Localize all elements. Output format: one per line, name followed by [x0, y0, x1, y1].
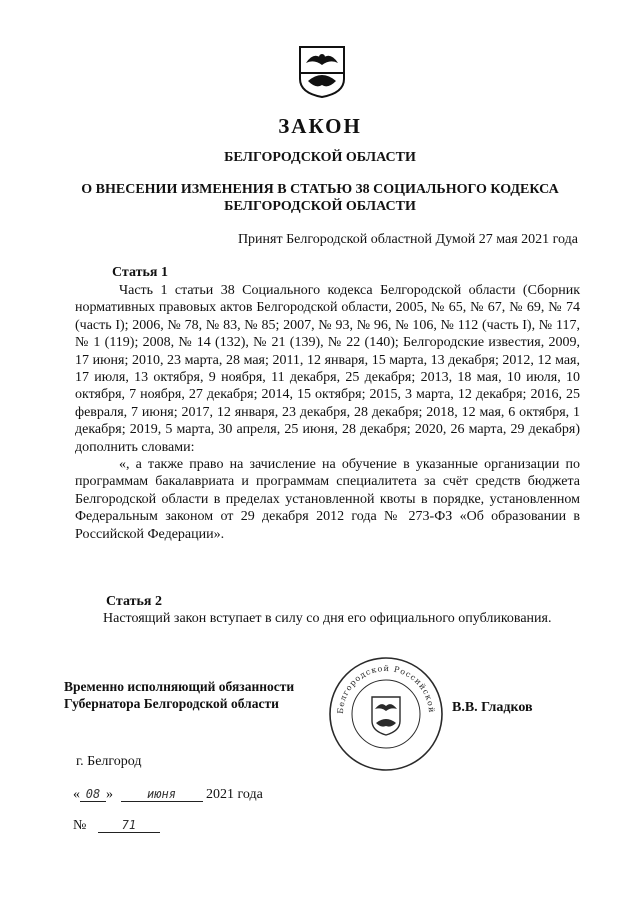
signatory-title: [64, 678, 294, 712]
signing-date: [73, 787, 263, 803]
signatory-title-line2: Губернатора Белгородской области: [64, 696, 279, 711]
date-close-quote: »: [106, 787, 113, 802]
number-label: №: [73, 818, 87, 833]
coat-of-arms-icon: [298, 45, 346, 99]
law-region: БЕЛГОРОДСКОЙ ОБЛАСТИ: [224, 150, 416, 165]
law-subject-line2: БЕЛГОРОДСКОЙ ОБЛАСТИ: [224, 199, 416, 214]
signatory-title-line1: Временно исполняющий обязанности: [64, 679, 295, 694]
seal-text-top: Белгородской Российской: [335, 663, 437, 715]
signatory-name: В.В. Гладков: [452, 700, 533, 715]
article1-body: [75, 282, 580, 543]
article2-text: Настоящий закон вступает в силу со дня его официального опубликования.: [103, 611, 552, 626]
law-number: [73, 818, 160, 834]
official-seal-icon: [327, 655, 445, 773]
adoption-date: Принят Белгородской областной Думой 27 мая 2021 года: [237, 232, 578, 247]
law-subject-line1: О ВНЕСЕНИИ ИЗМЕНЕНИЯ В СТАТЬЮ 38 СОЦИАЛЬНОГО КОДЕКСА: [81, 182, 559, 197]
number-value: 71: [98, 818, 160, 833]
date-month: июня: [121, 787, 203, 802]
date-year: 2021 года: [206, 787, 263, 802]
date-open-quote: «: [73, 787, 80, 802]
article1-quote: «, а также право на зачисление на обучение в указанные организации по программам бакалавриата и программам специалитета за счёт средств бюджета Белгородской области в пределах установленной квоты в порядке, установленном Федеральным законом от 29 декабря 2012 года № 273-ФЗ «Об образовании в Российской Федерации».: [75, 457, 580, 542]
article2-heading: Статья 2: [106, 594, 162, 609]
article1-text: Часть 1 статьи 38 Социального кодекса Белгородской области (Сборник нормативных правовых актов Белгородской области, 2005, № 65, № 67, № 69, № 74 (часть I); 2006, № 78, № 83, № 85; 2007, № 93, № 96, № 106, № 112 (часть I), № 117, № 1 (119); 2008, № 14 (132), № 21 (139), № 22 (140); Белгородские известия, 2009, 17 июня; 2010, 23 марта, 28 мая; 2011, 12 января, 15 марта, 13 декабря; 2012, 12 мая, 17 июля, 13 октября, 9 ноября, 11 декабря, 25 декабря; 2013, 18 мая, 10 июля, 10 октября, 7 ноября, 27 декабря; 2014, 15 октября; 2015, 3 марта, 12 декабря; 2016, 25 февраля, 7 июня; 2017, 12 января, 23 декабря, 28 декабря; 2018, 12 мая, 6 октября, 1 декабря; 2019, 5 марта, 30 апреля, 25 июня, 28 декабря; 2020, 26 марта, 29 декабря) дополнить словами:: [75, 283, 580, 455]
city: г. Белгород: [76, 754, 142, 769]
law-subject: [0, 181, 640, 215]
article1-heading: Статья 1: [112, 265, 168, 280]
date-day: 08: [80, 787, 106, 802]
law-title: ЗАКОН: [278, 114, 362, 138]
